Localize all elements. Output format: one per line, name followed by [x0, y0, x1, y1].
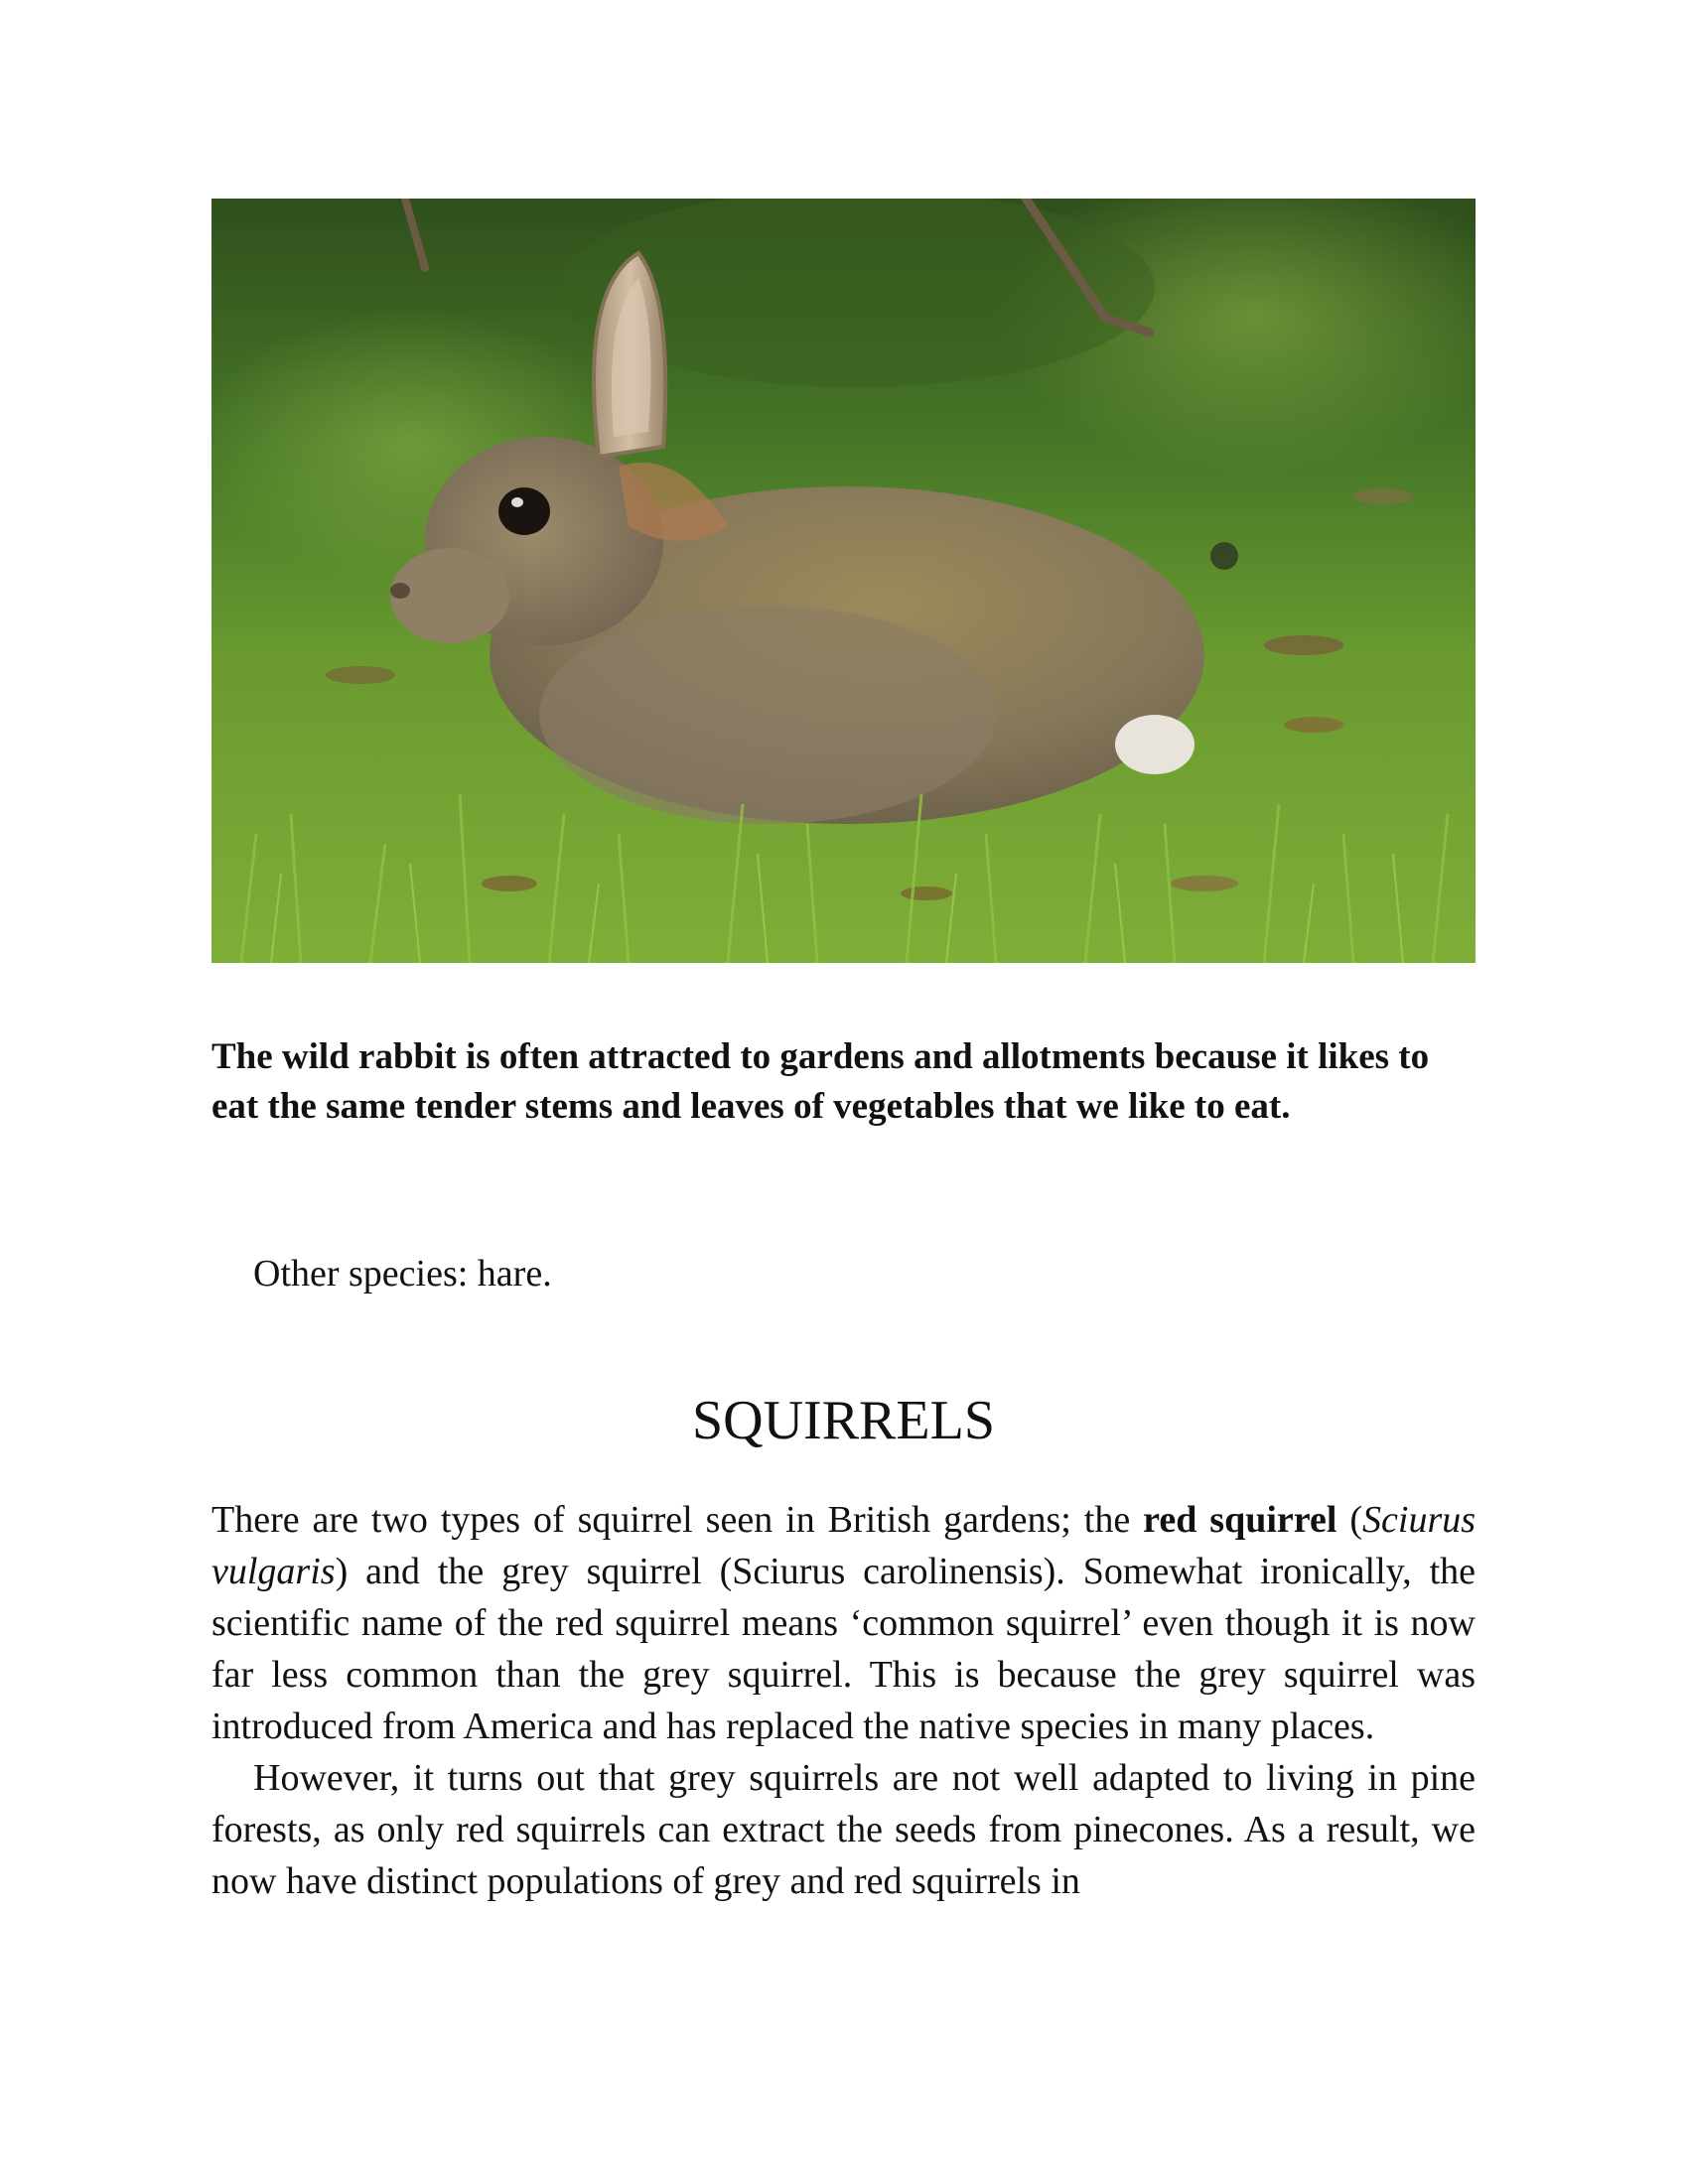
paragraph-1: [211, 1494, 1476, 1752]
other-species-note: Other species: hare.: [253, 1253, 552, 1295]
rabbit-illustration: [211, 199, 1476, 963]
section-heading: SQUIRRELS: [692, 1390, 995, 1451]
p1-italic-term: Sciurus vulgaris: [211, 1499, 1477, 1592]
photo-caption: The wild rabbit is often attracted to gardens and allotments because it likes to eat the same tender stems and leaves of vegetables that we like to eat.: [211, 1036, 1430, 1127]
p1-text-1: There are two types of squirrel seen in British gardens; the: [211, 1499, 1144, 1541]
p1-text-3: ) and the grey squirrel (Sciurus carolinensis). Somewhat ironically, the scientific name of the red squirrel means ‘common squirrel’ even though it is now far less common than the grey squirrel. This is because the grey squirrel was introduced from America and has replaced the native species in many places.: [211, 1551, 1476, 1747]
section-body: [211, 1494, 1476, 1907]
p1-text-2: (: [1336, 1499, 1363, 1541]
rabbit-photo: [211, 199, 1476, 963]
p1-bold-term: red squirrel: [1143, 1499, 1337, 1541]
paragraph-2: However, it turns out that grey squirrels are not well adapted to living in pine forests, as only red squirrels can extract the seeds from pinecones. As a result, we now have distinct populations of grey and red squirrels in: [211, 1757, 1476, 1902]
